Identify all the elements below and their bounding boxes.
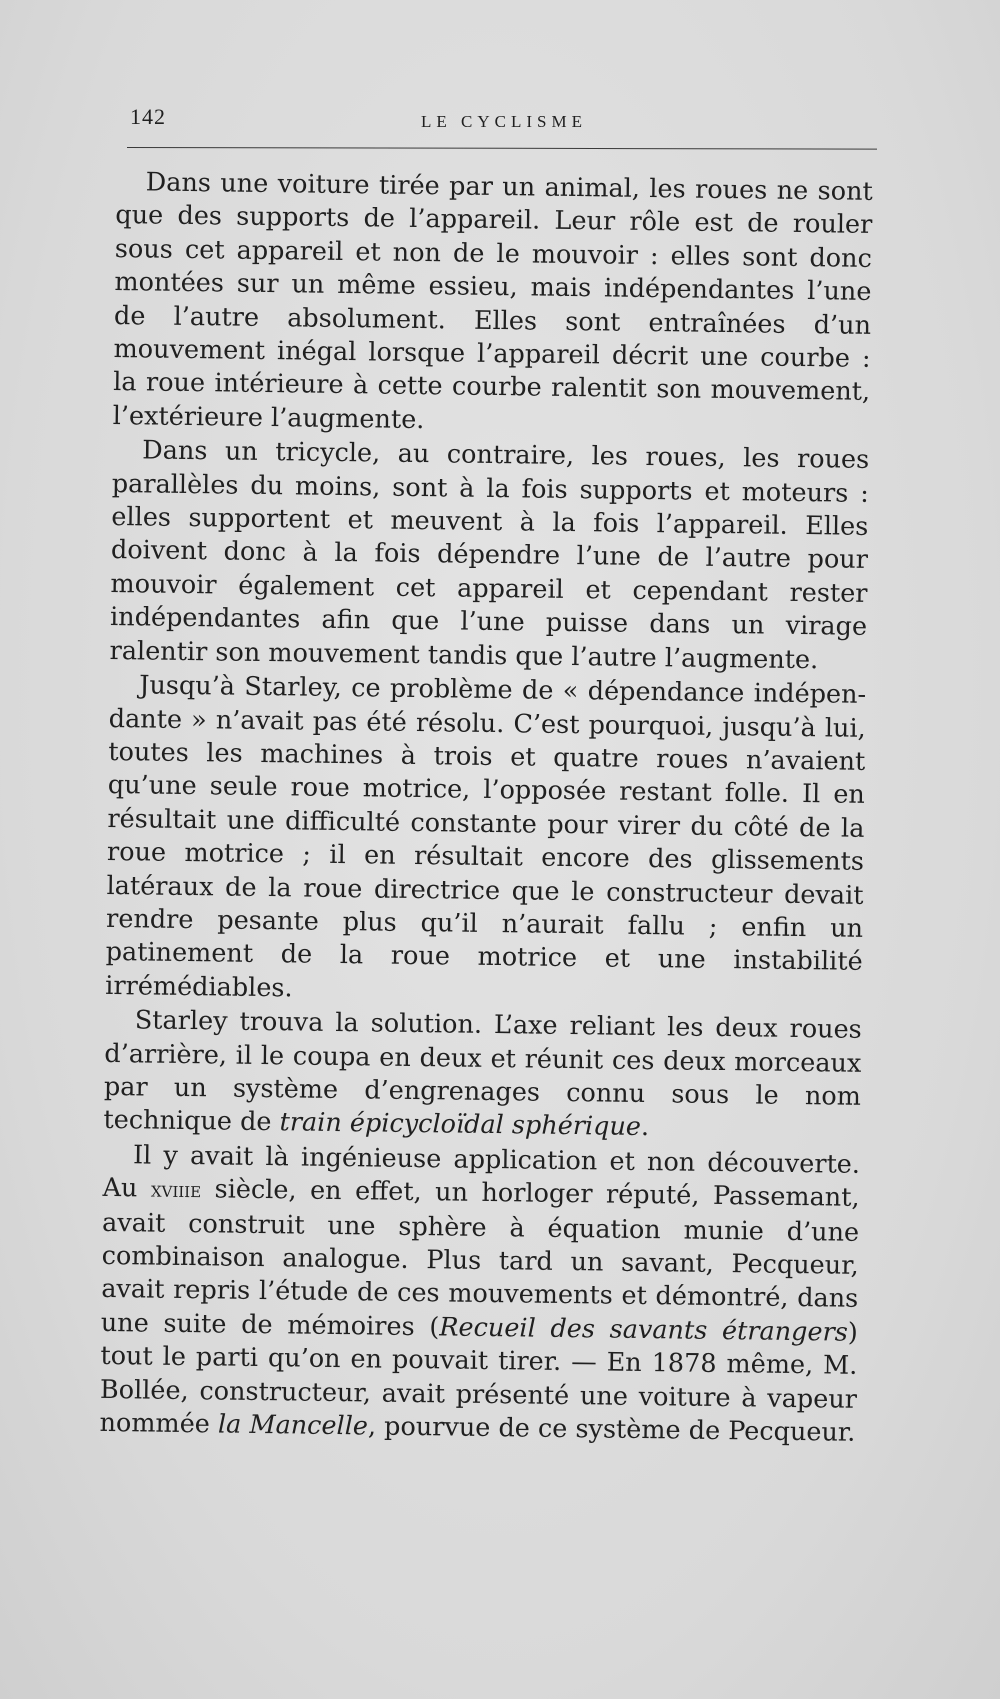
paragraph-5-text-2: siècle, en effet, un horloger réputé, Passemant, avait construit une sphère à équation munie d’une combinaison analogue. Plus tard un savant, Pecqueur, avait repris l’étude de ces mouvements et démontré, dans une suite de mémoires ( bbox=[100, 1174, 860, 1343]
paragraph-5-text: Il y avait là ingénieuse application et non découverte. Au bbox=[102, 1140, 861, 1204]
paragraph-1: Dans une voiture tirée par un animal, les roues ne sont que des supports de l’appareil. Leur rôle est de rouler sous cet appareil et non de le mouvoir : elles sont donc montées sur un même essieu, mais indépendantes l’une de l’autre absolument. Elles sont entraînées d’un mouvement inégal lorsque l’appareil décrit une courbe : la roue intérieure à cette courbe ralentit son mouvement, l’extérieure l’augmente. bbox=[112, 167, 873, 435]
paragraph-2: Dans un tricycle, au contraire, les roues, les roues parallèles du moins, sont à la fois supports et moteurs : elles supportent et meuvent à la fois l’appareil. Elles doivent donc à la fois dépendre l’une de l’autre pour mouvoir également cet appareil et cependant rester indépendantes afin que l’une puisse dans un virage ralentir son mouvement tandis que l’autre l’augmente. bbox=[109, 435, 870, 675]
page-number: 142 bbox=[130, 104, 166, 129]
running-title: LE CYCLISME bbox=[421, 112, 587, 131]
paragraph-5-italic-1: Recueil des savants étrangers bbox=[439, 1312, 849, 1348]
paragraph-4-end: . bbox=[640, 1112, 650, 1143]
header-rule bbox=[127, 147, 877, 150]
century-numeral: xviiie bbox=[150, 1177, 202, 1204]
page-header bbox=[130, 104, 878, 144]
paragraph-3: Jusqu’à Starley, ce problème de « dépendance indépendante » n’avait pas été résolu. C’est pourquoi, jusqu’à lui, toutes les machines à trois et quatre roues n’avaient qu’une seule roue motrice, l’opposée restant folle. Il en résultait une difficulté constante pour virer du côté de la roue motrice ; il en résultait encore des glissements latéraux de la roue directrice que le constructeur devait rendre pesante plus qu’il n’aurait fallu ; enfin un patinement de la roue motrice et une instabilité irrémédiables. bbox=[105, 670, 867, 1004]
paragraph-4-text: Starley trouva la solution. L’axe reliant les deux roues d’arrière, il le coupa en deux et réunit ces deux morceaux par un système d’engrenages connu sous le nom technique de bbox=[103, 1005, 862, 1138]
paragraph-4 bbox=[103, 1004, 862, 1148]
paragraph-4-italic: train épicycloïdal sphérique bbox=[279, 1107, 642, 1143]
body-text bbox=[99, 166, 873, 1450]
paragraph-5 bbox=[99, 1139, 860, 1451]
paragraph-5-text-3: ) tout le parti qu’on en pouvait tirer. — En 1878 même, M. Bollée, constructeur, avait présenté une voiture à vapeur nommée bbox=[99, 1317, 858, 1440]
paragraph-5-end: , pourvue de ce système de Pecqueur. bbox=[367, 1411, 856, 1448]
paragraph-5-italic-2: la Mancelle bbox=[217, 1409, 369, 1442]
